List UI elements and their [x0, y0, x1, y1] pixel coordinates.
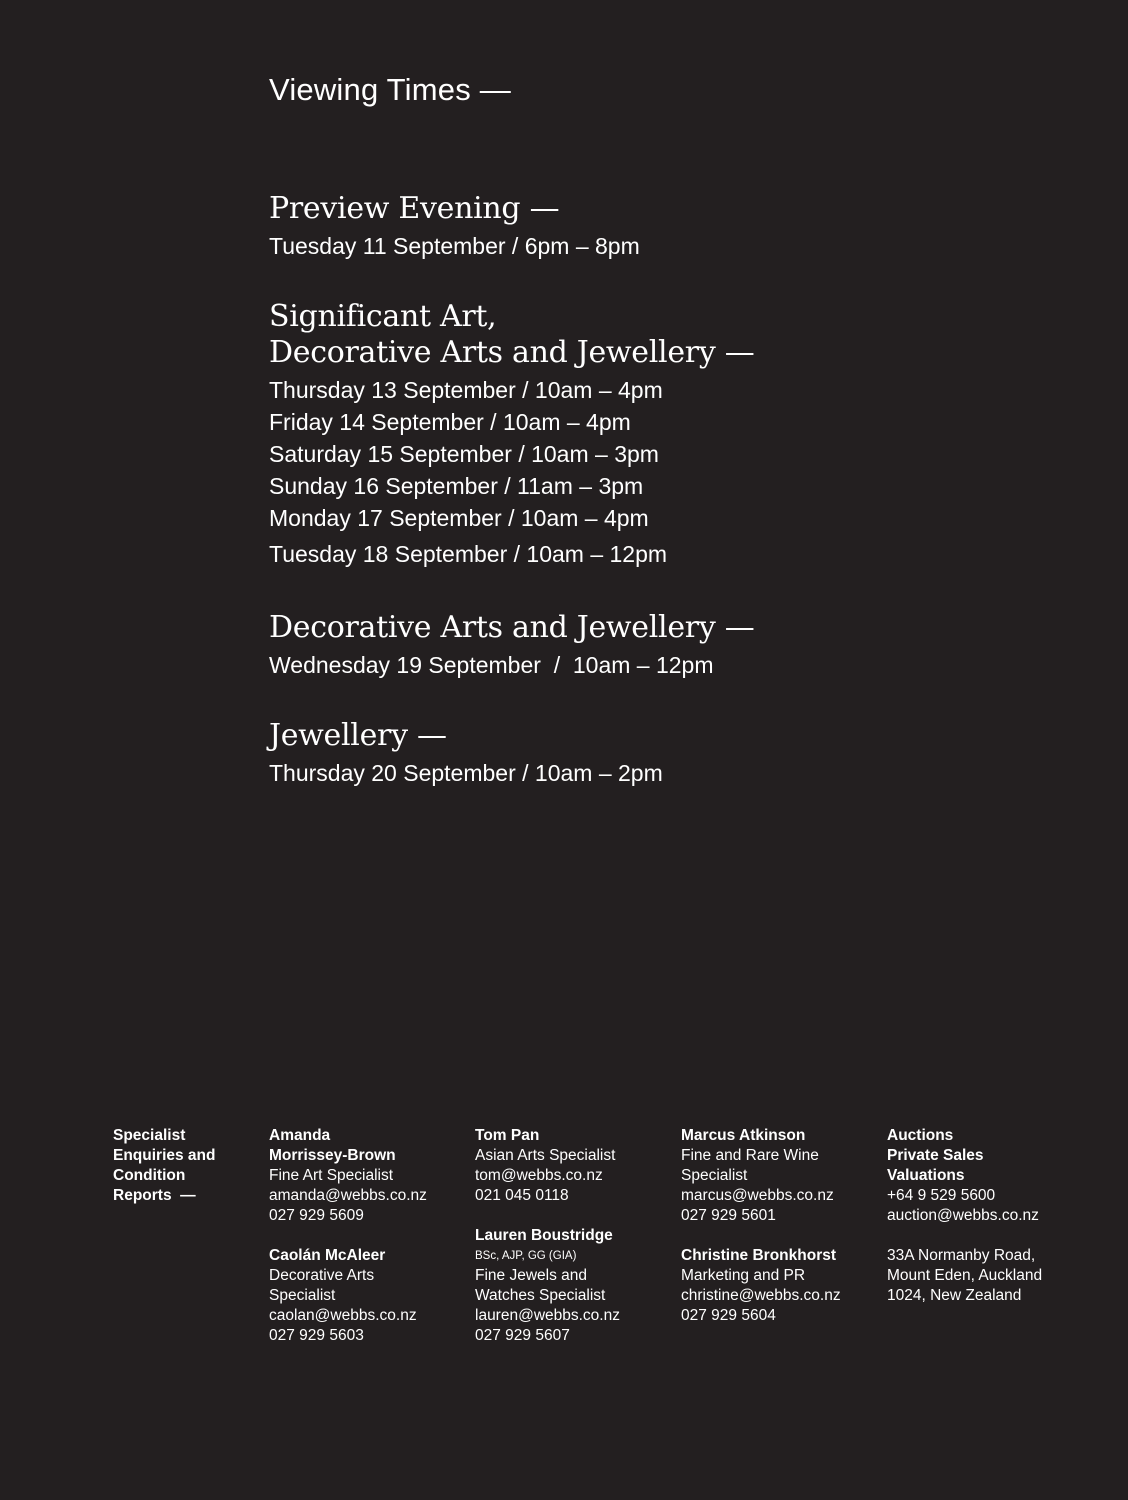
- company-address: [887, 1246, 1042, 1306]
- viewing-time: Wednesday 19 September / 10am – 12pm: [269, 652, 714, 678]
- section-heading-line: Significant Art,: [269, 299, 497, 334]
- footer-heading-line: Enquiries and: [113, 1147, 216, 1164]
- contact-email[interactable]: caolan@webbs.co.nz: [269, 1307, 417, 1324]
- contact-email[interactable]: christine@webbs.co.nz: [681, 1287, 841, 1304]
- contact-card-lauren: [475, 1226, 620, 1346]
- contact-name: Amanda: [269, 1127, 331, 1144]
- viewing-time: Saturday 15 September / 10am – 3pm: [269, 441, 659, 467]
- viewing-times-list: [269, 230, 829, 262]
- contact-role: Fine Jewels and: [475, 1267, 588, 1284]
- section-heading: [269, 610, 829, 646]
- section-heading-line: Jewellery —: [269, 718, 447, 753]
- company-email[interactable]: auction@webbs.co.nz: [887, 1207, 1039, 1224]
- viewing-time: Tuesday 11 September / 6pm – 8pm: [269, 233, 640, 259]
- contact-name: Caolán McAleer: [269, 1247, 386, 1264]
- footer-heading: [113, 1126, 216, 1206]
- viewing-time: Tuesday 18 September / 10am – 12pm: [269, 541, 668, 567]
- viewing-time: Sunday 16 September / 11am – 3pm: [269, 473, 644, 499]
- contact-column: [475, 1126, 620, 1366]
- contact-email[interactable]: lauren@webbs.co.nz: [475, 1307, 620, 1324]
- contact-column: [681, 1126, 841, 1346]
- contact-role: Specialist: [681, 1167, 748, 1184]
- contact-role: Fine Art Specialist: [269, 1167, 394, 1184]
- section-heading: [269, 191, 829, 227]
- footer-heading-line: Condition: [113, 1167, 186, 1184]
- section-significant-art: [269, 299, 829, 570]
- contact-name: Christine Bronkhorst: [681, 1247, 837, 1264]
- service-label: Auctions: [887, 1127, 954, 1144]
- viewing-time: Thursday 13 September / 10am – 4pm: [269, 377, 663, 403]
- contact-phone: 027 929 5607: [475, 1327, 570, 1344]
- contact-role: Fine and Rare Wine: [681, 1147, 819, 1164]
- page-title: Viewing Times —: [269, 72, 511, 107]
- contact-card-christine: [681, 1246, 841, 1326]
- contact-role: Decorative Arts: [269, 1267, 375, 1284]
- company-contact: [887, 1126, 1042, 1226]
- viewing-time: Friday 14 September / 10am – 4pm: [269, 409, 631, 435]
- address-line: 33A Normanby Road,: [887, 1247, 1036, 1264]
- section-preview-evening: [269, 191, 829, 262]
- service-label: Valuations: [887, 1167, 965, 1184]
- contact-phone: 027 929 5609: [269, 1207, 364, 1224]
- contact-email[interactable]: amanda@webbs.co.nz: [269, 1187, 427, 1204]
- contact-phone: 027 929 5601: [681, 1207, 776, 1224]
- viewing-times-list: [269, 374, 829, 570]
- contact-credentials: BSc, AJP, GG (GIA): [475, 1250, 577, 1262]
- contact-column: [269, 1126, 427, 1366]
- address-line: 1024, New Zealand: [887, 1287, 1022, 1304]
- viewing-time: Thursday 20 September / 10am – 2pm: [269, 760, 663, 786]
- section-heading-line: Preview Evening —: [269, 191, 560, 226]
- viewing-times-list: [269, 649, 829, 681]
- section-heading: [269, 718, 829, 754]
- contact-role: Asian Arts Specialist: [475, 1147, 616, 1164]
- viewing-times-list: [269, 757, 829, 789]
- contact-phone: 027 929 5603: [269, 1327, 364, 1344]
- contact-email[interactable]: tom@webbs.co.nz: [475, 1167, 603, 1184]
- section-heading-line: Decorative Arts and Jewellery —: [269, 335, 755, 370]
- section-heading-line: Decorative Arts and Jewellery —: [269, 610, 755, 645]
- company-phone: +64 9 529 5600: [887, 1187, 996, 1204]
- service-label: Private Sales: [887, 1147, 984, 1164]
- contact-name: Lauren Boustridge: [475, 1227, 613, 1244]
- contact-role: Watches Specialist: [475, 1287, 606, 1304]
- contact-role: Marketing and PR: [681, 1267, 806, 1284]
- contact-email[interactable]: marcus@webbs.co.nz: [681, 1187, 834, 1204]
- contact-name: Morrissey-Brown: [269, 1147, 396, 1164]
- contact-card-amanda: [269, 1126, 427, 1226]
- address-line: Mount Eden, Auckland: [887, 1267, 1043, 1284]
- contact-name: Tom Pan: [475, 1127, 540, 1144]
- contact-name: Marcus Atkinson: [681, 1127, 806, 1144]
- section-heading: [269, 299, 829, 371]
- footer-heading-line: Reports —: [113, 1187, 196, 1204]
- section-decorative-arts: [269, 610, 829, 681]
- contact-card-tom: [475, 1126, 620, 1206]
- company-info-column: [887, 1126, 1042, 1326]
- contact-phone: 027 929 5604: [681, 1307, 776, 1324]
- footer-heading-line: Specialist: [113, 1127, 186, 1144]
- viewing-time: Monday 17 September / 10am – 4pm: [269, 505, 649, 531]
- section-jewellery: [269, 718, 829, 789]
- contact-card-marcus: [681, 1126, 841, 1226]
- contact-role: Specialist: [269, 1287, 336, 1304]
- contact-card-caolan: [269, 1246, 427, 1346]
- contact-phone: 021 045 0118: [475, 1187, 569, 1204]
